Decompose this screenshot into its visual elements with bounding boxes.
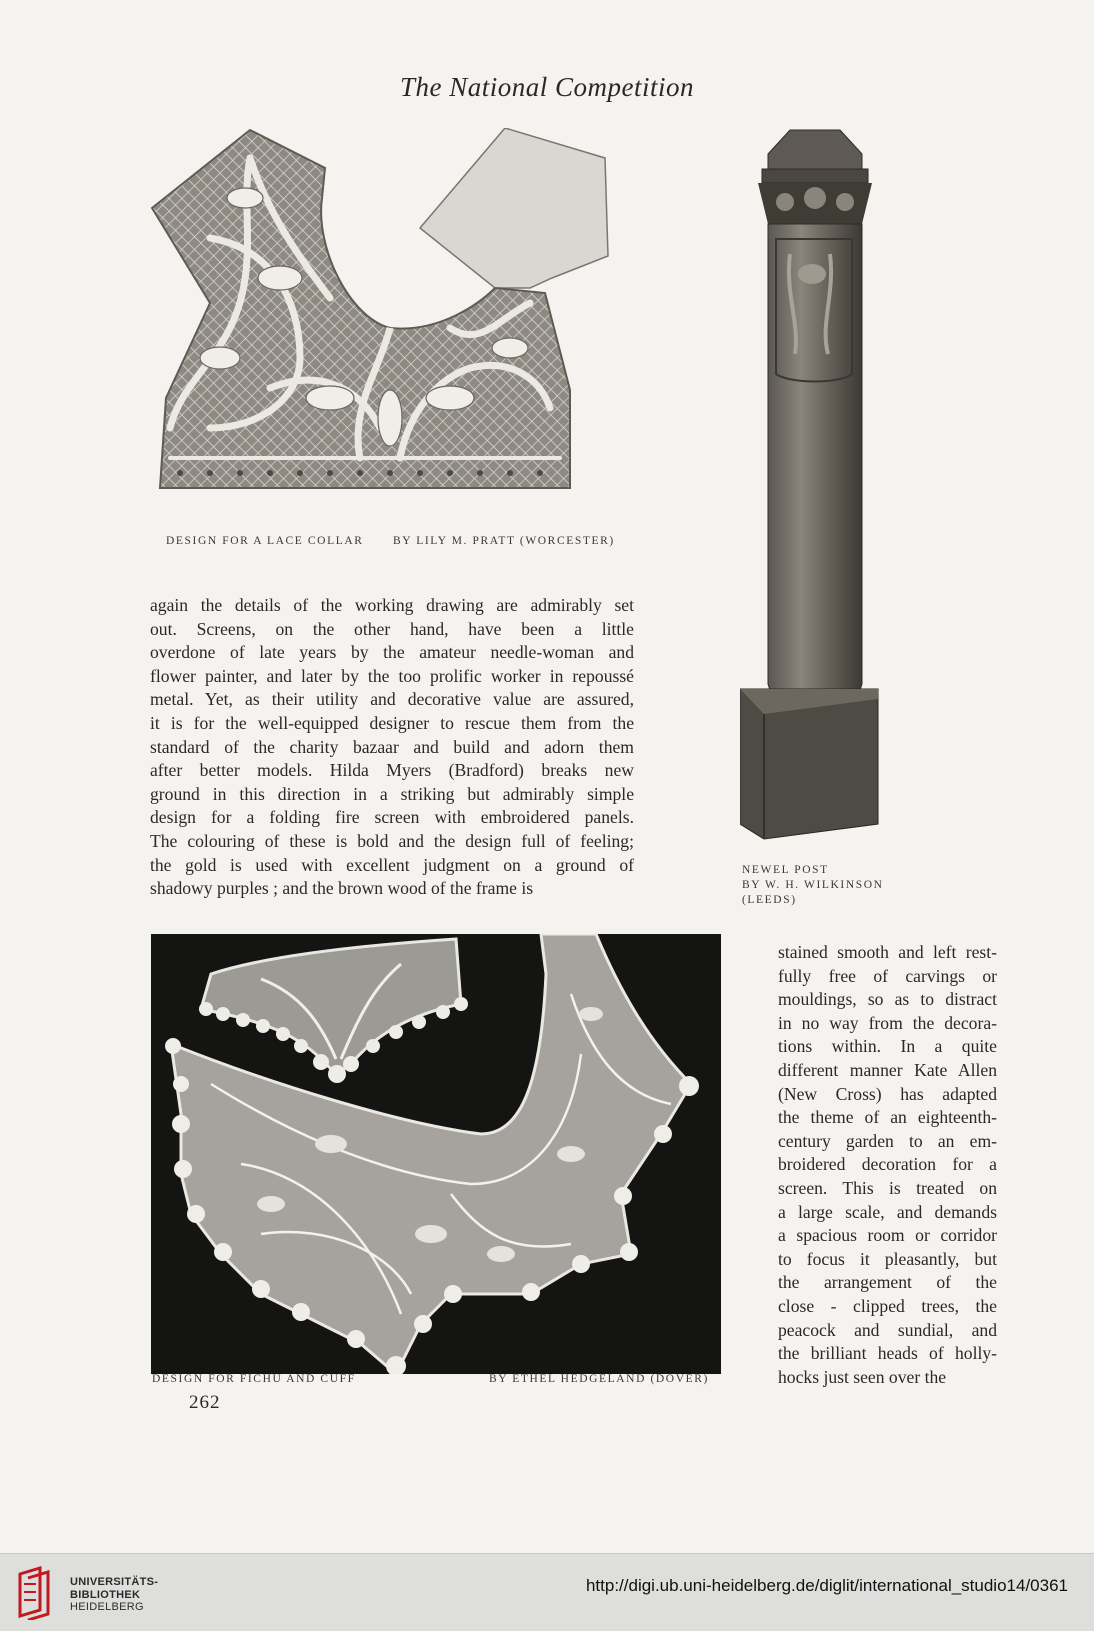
text-line: it is for the well-equipped designer to rescue them from the (150, 712, 634, 733)
text-line: the arrangement of the (778, 1272, 997, 1293)
text-line: ground in this direction in a striking but admirably simple (150, 783, 634, 804)
newel-post-caption-line-2: BY W. H. WILKINSON (742, 879, 884, 891)
newel-post-caption-line-3: (LEEDS) (742, 894, 797, 906)
text-line: the theme of an eighteenth- (778, 1107, 997, 1128)
lace-collar-caption-right: BY LILY M. PRATT (WORCESTER) (393, 535, 615, 547)
text-line: different manner Kate Allen (778, 1059, 997, 1080)
text-line: tions within. In a quite (778, 1036, 997, 1057)
text-line: broidered decoration for a (778, 1154, 997, 1175)
fichu-cuff-plate (151, 934, 721, 1374)
text-line: a large scale, and demands (778, 1201, 997, 1222)
text-line: shadowy purples ; and the brown wood of the frame is (150, 878, 534, 899)
text-line: standard of the charity bazaar and build and adorn them (150, 736, 634, 757)
logo-line: HEIDELBERG (70, 1601, 144, 1613)
text-line: the gold is used with excellent judgment on a ground of (150, 854, 634, 875)
text-line: hocks just seen over the (778, 1366, 947, 1387)
text-line: screen. This is treated on (778, 1177, 997, 1198)
library-logo-icon (14, 1564, 62, 1620)
text-line: out. Screens, on the other hand, have been a little (150, 618, 634, 639)
newel-post-caption-line-1: NEWEL POST (742, 864, 829, 876)
article-paragraph-left (150, 594, 634, 901)
text-line: century garden to an em- (778, 1130, 997, 1151)
page-number: 262 (189, 1392, 221, 1413)
viewer-footer (0, 1553, 1094, 1631)
logo-line: BIBLIOTHEK (70, 1588, 141, 1601)
fichu-cuff-caption-right: BY ETHEL HEDGELAND (DOVER) (489, 1373, 709, 1385)
text-line: again the details of the working drawing are admirably set (150, 595, 634, 615)
text-line: in no way from the decora- (778, 1012, 997, 1033)
text-line: mouldings, so as to distract (778, 989, 997, 1010)
logo-line: UNIVERSITÄTS- (70, 1576, 159, 1588)
library-logo[interactable] (14, 1564, 174, 1620)
fichu-cuff-caption-left: DESIGN FOR FICHU AND CUFF (152, 1373, 356, 1385)
text-line: to focus it pleasantly, but (778, 1248, 997, 1269)
text-line: stained smooth and left rest- (778, 942, 997, 962)
running-title: The National Competition (399, 72, 694, 102)
text-line: fully free of carvings or (778, 965, 997, 986)
article-paragraph-right (778, 941, 997, 1389)
text-line: peacock and sundial, and (778, 1319, 997, 1340)
text-line: (New Cross) has adapted (778, 1083, 997, 1104)
text-line: the brilliant heads of holly- (778, 1343, 997, 1364)
text-line: flower painter, and later by the too prolific worker in repoussé (150, 665, 634, 686)
text-line: after better models. Hilda Myers (Bradford) breaks new (150, 760, 634, 781)
library-logo-text (70, 1576, 158, 1614)
lace-collar-caption-left: DESIGN FOR A LACE COLLAR (166, 535, 364, 547)
text-line: overdone of late years by the amateur needle-woman and (150, 642, 634, 663)
lace-collar-plate (150, 128, 632, 510)
source-url-link[interactable]: http://digi.ub.uni-heidelberg.de/diglit/international_studio14/0361 (585, 1576, 1068, 1595)
text-line: metal. Yet, as their utility and decorative value are assured, (150, 689, 634, 710)
text-line: The colouring of these is bold and the design full of feeling; (150, 830, 634, 851)
text-line: design for a folding fire screen with embroidered panels. (150, 807, 634, 828)
text-line: a spacious room or corridor (778, 1225, 997, 1246)
newel-post-plate (740, 124, 888, 848)
text-line: close - clipped trees, the (778, 1295, 997, 1316)
